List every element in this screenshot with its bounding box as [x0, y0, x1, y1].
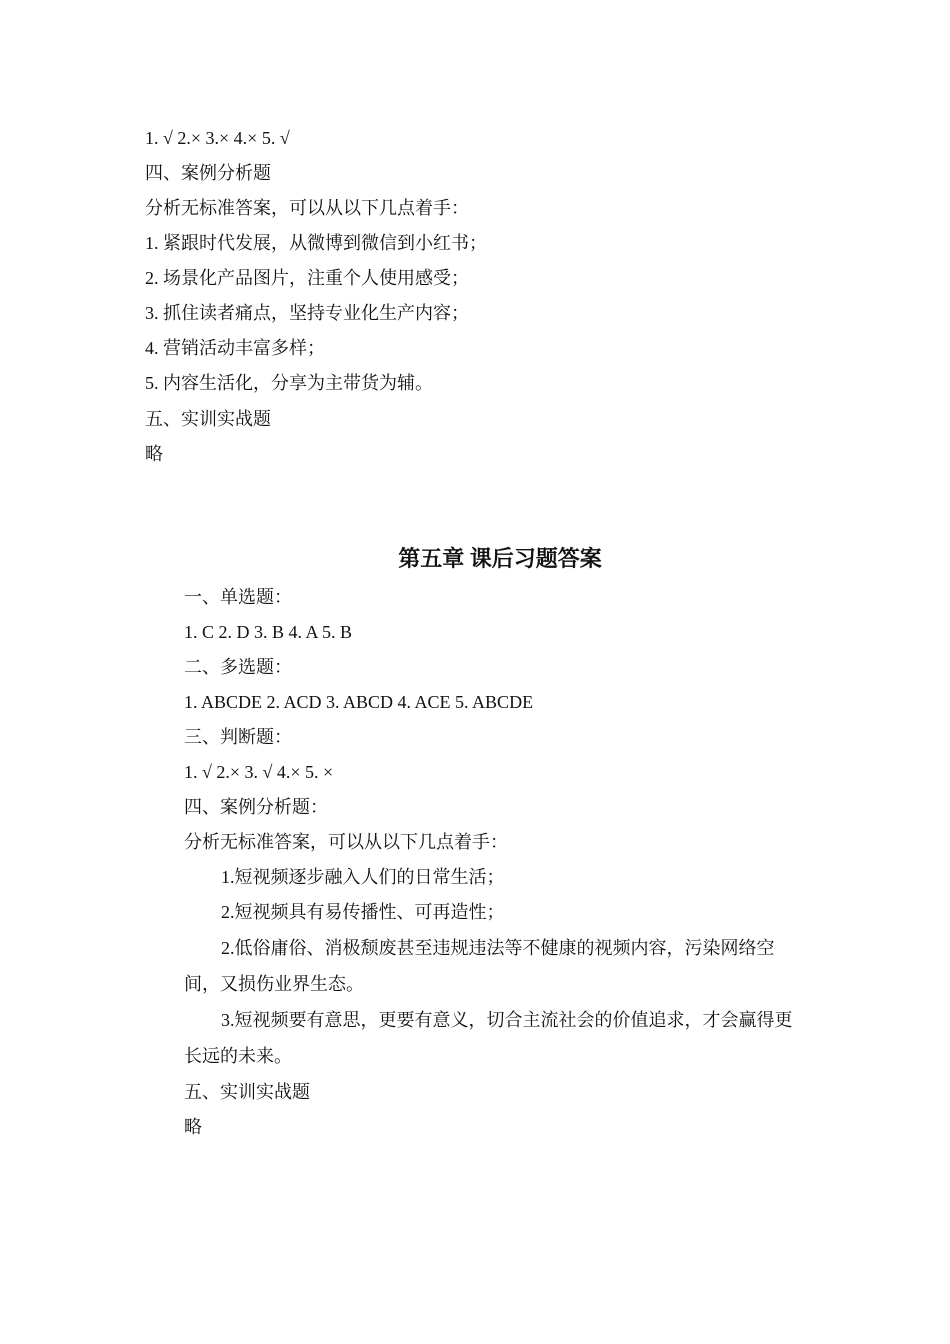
case-point-line-1: 1.短视频逐步融入人们的日常生活；: [221, 867, 505, 887]
case-point-line-4: 3.短视频要有意思，更要有意义，切合主流社会的价值追求，才会赢得更: [221, 1010, 793, 1030]
case-point-5: 5. 内容生活化，分享为主带货为辅。: [145, 373, 433, 393]
single-choice-heading: 一、单选题：: [184, 587, 292, 607]
case-point-4: 4. 营销活动丰富多样；: [145, 338, 325, 358]
judgment-answers-line: 1. √ 2.× 3.× 4.× 5. √: [145, 128, 290, 148]
case-point-line-3: 2.低俗庸俗、消极颓废甚至违规违法等不健康的视频内容，污染网络空: [221, 938, 775, 958]
case-point-2: 2. 场景化产品图片，注重个人使用感受；: [145, 268, 469, 288]
multi-choice-heading: 二、多选题：: [184, 657, 292, 677]
judgment-answers: 1. √ 2.× 3. √ 4.× 5. ×: [184, 762, 334, 782]
case-analysis-intro: 分析无标准答案，可以从以下几点着手：: [145, 198, 469, 218]
practice-heading: 五、实训实战题: [145, 409, 271, 429]
case-point-1: 1. 紧跟时代发展，从微博到微信到小红书；: [145, 233, 487, 253]
case-point-line-2: 2.短视频具有易传播性、可再造性；: [221, 902, 505, 922]
case-intro: 分析无标准答案，可以从以下几点着手：: [184, 832, 508, 852]
case-point-line-4-cont: 长远的未来。: [184, 1046, 292, 1066]
case-heading: 四、案例分析题：: [184, 797, 328, 817]
practice-answer-ch5: 略: [184, 1117, 202, 1137]
multi-choice-answers: 1. ABCDE 2. ACD 3. ABCD 4. ACE 5. ABCDE: [184, 692, 534, 712]
practice-heading-ch5: 五、实训实战题: [184, 1082, 310, 1102]
single-choice-answers: 1. C 2. D 3. B 4. A 5. B: [184, 622, 353, 642]
case-analysis-heading: 四、案例分析题: [145, 163, 271, 183]
chapter-title: 第五章 课后习题答案: [398, 546, 602, 571]
case-point-line-3-cont: 间，又损伤业界生态。: [184, 974, 364, 994]
case-point-3: 3. 抓住读者痛点，坚持专业化生产内容；: [145, 303, 469, 323]
practice-answer: 略: [145, 444, 163, 464]
judgment-heading: 三、判断题：: [184, 727, 292, 747]
